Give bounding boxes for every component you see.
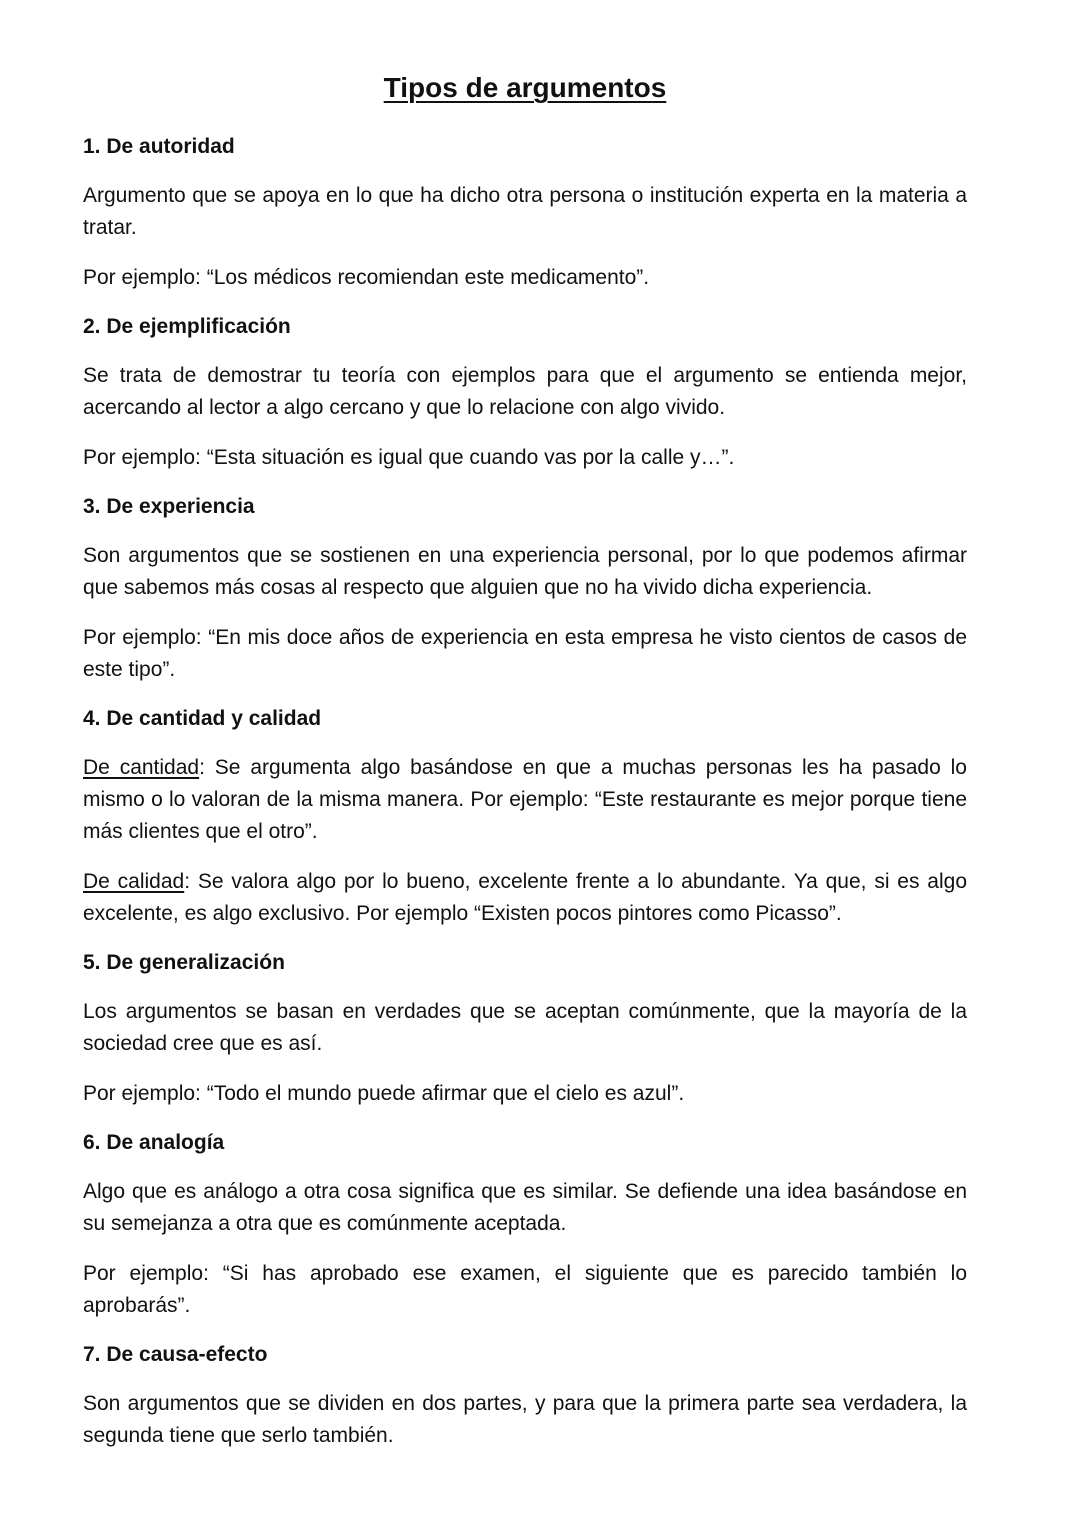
section-paragraph: Los argumentos se basan en verdades que se aceptan comúnmente, que la mayoría de la sociedad cree que es así. [83, 1000, 967, 1055]
calidad-label: De calidad [83, 870, 185, 893]
section-paragraph: Algo que es análogo a otra cosa significa que es similar. Se defiende una idea basándose en su semejanza a otra que es comúnmente aceptada. [83, 1180, 967, 1235]
section-paragraph: Argumento que se apoya en lo que ha dicho otra persona o institución experta en la materia a tratar. [83, 184, 967, 239]
section-heading: 1. De autoridad [83, 135, 235, 158]
example-paragraph: Por ejemplo: “En mis doce años de experiencia en esta empresa he visto cientos de casos de este tipo”. [83, 626, 967, 681]
document-page [83, 66, 967, 1470]
example-paragraph: Por ejemplo: “Todo el mundo puede afirmar que el cielo es azul”. [83, 1082, 685, 1105]
section-paragraph: Son argumentos que se dividen en dos partes, y para que la primera parte sea verdadera, la segunda tiene que serlo también. [83, 1392, 967, 1447]
section-heading: 7. De causa-efecto [83, 1343, 268, 1366]
cantidad-label: De cantidad [83, 756, 200, 779]
section-heading: 2. De ejemplificación [83, 315, 291, 338]
section-paragraph: Son argumentos que se sostienen en una experiencia personal, por lo que podemos afirmar que sabemos más cosas al respecto que alguien que no ha vivido dicha experiencia. [83, 544, 967, 599]
section-heading: 5. De generalización [83, 951, 285, 974]
calidad-paragraph [83, 866, 967, 930]
section-heading: 4. De cantidad y calidad [83, 707, 322, 730]
example-paragraph: Por ejemplo: “Esta situación es igual que cuando vas por la calle y…”. [83, 446, 735, 469]
calidad-text: : Se valora algo por lo bueno, excelente frente a lo abundante. Ya que, si es algo excelente, es algo exclusivo. Por ejemplo “Existen pocos pintores como Picasso”. [83, 870, 967, 925]
section-heading: 6. De analogía [83, 1131, 225, 1154]
cantidad-text: : Se argumenta algo basándose en que a muchas personas les ha pasado lo mismo o lo valoran de la misma manera. Por ejemplo: “Este restaurante es mejor porque tiene más clientes que el otro”. [83, 756, 967, 843]
section-paragraph: Se trata de demostrar tu teoría con ejemplos para que el argumento se entienda mejor, acercando al lector a algo cercano y que lo relacione con algo vivido. [83, 364, 967, 419]
cantidad-paragraph [83, 752, 967, 848]
example-paragraph: Por ejemplo: “Los médicos recomiendan este medicamento”. [83, 266, 650, 289]
section-heading: 3. De experiencia [83, 495, 255, 518]
document-title: Tipos de argumentos [383, 72, 667, 103]
example-paragraph: Por ejemplo: “Si has aprobado ese examen, el siguiente que es parecido también lo aprobarás”. [83, 1262, 967, 1317]
